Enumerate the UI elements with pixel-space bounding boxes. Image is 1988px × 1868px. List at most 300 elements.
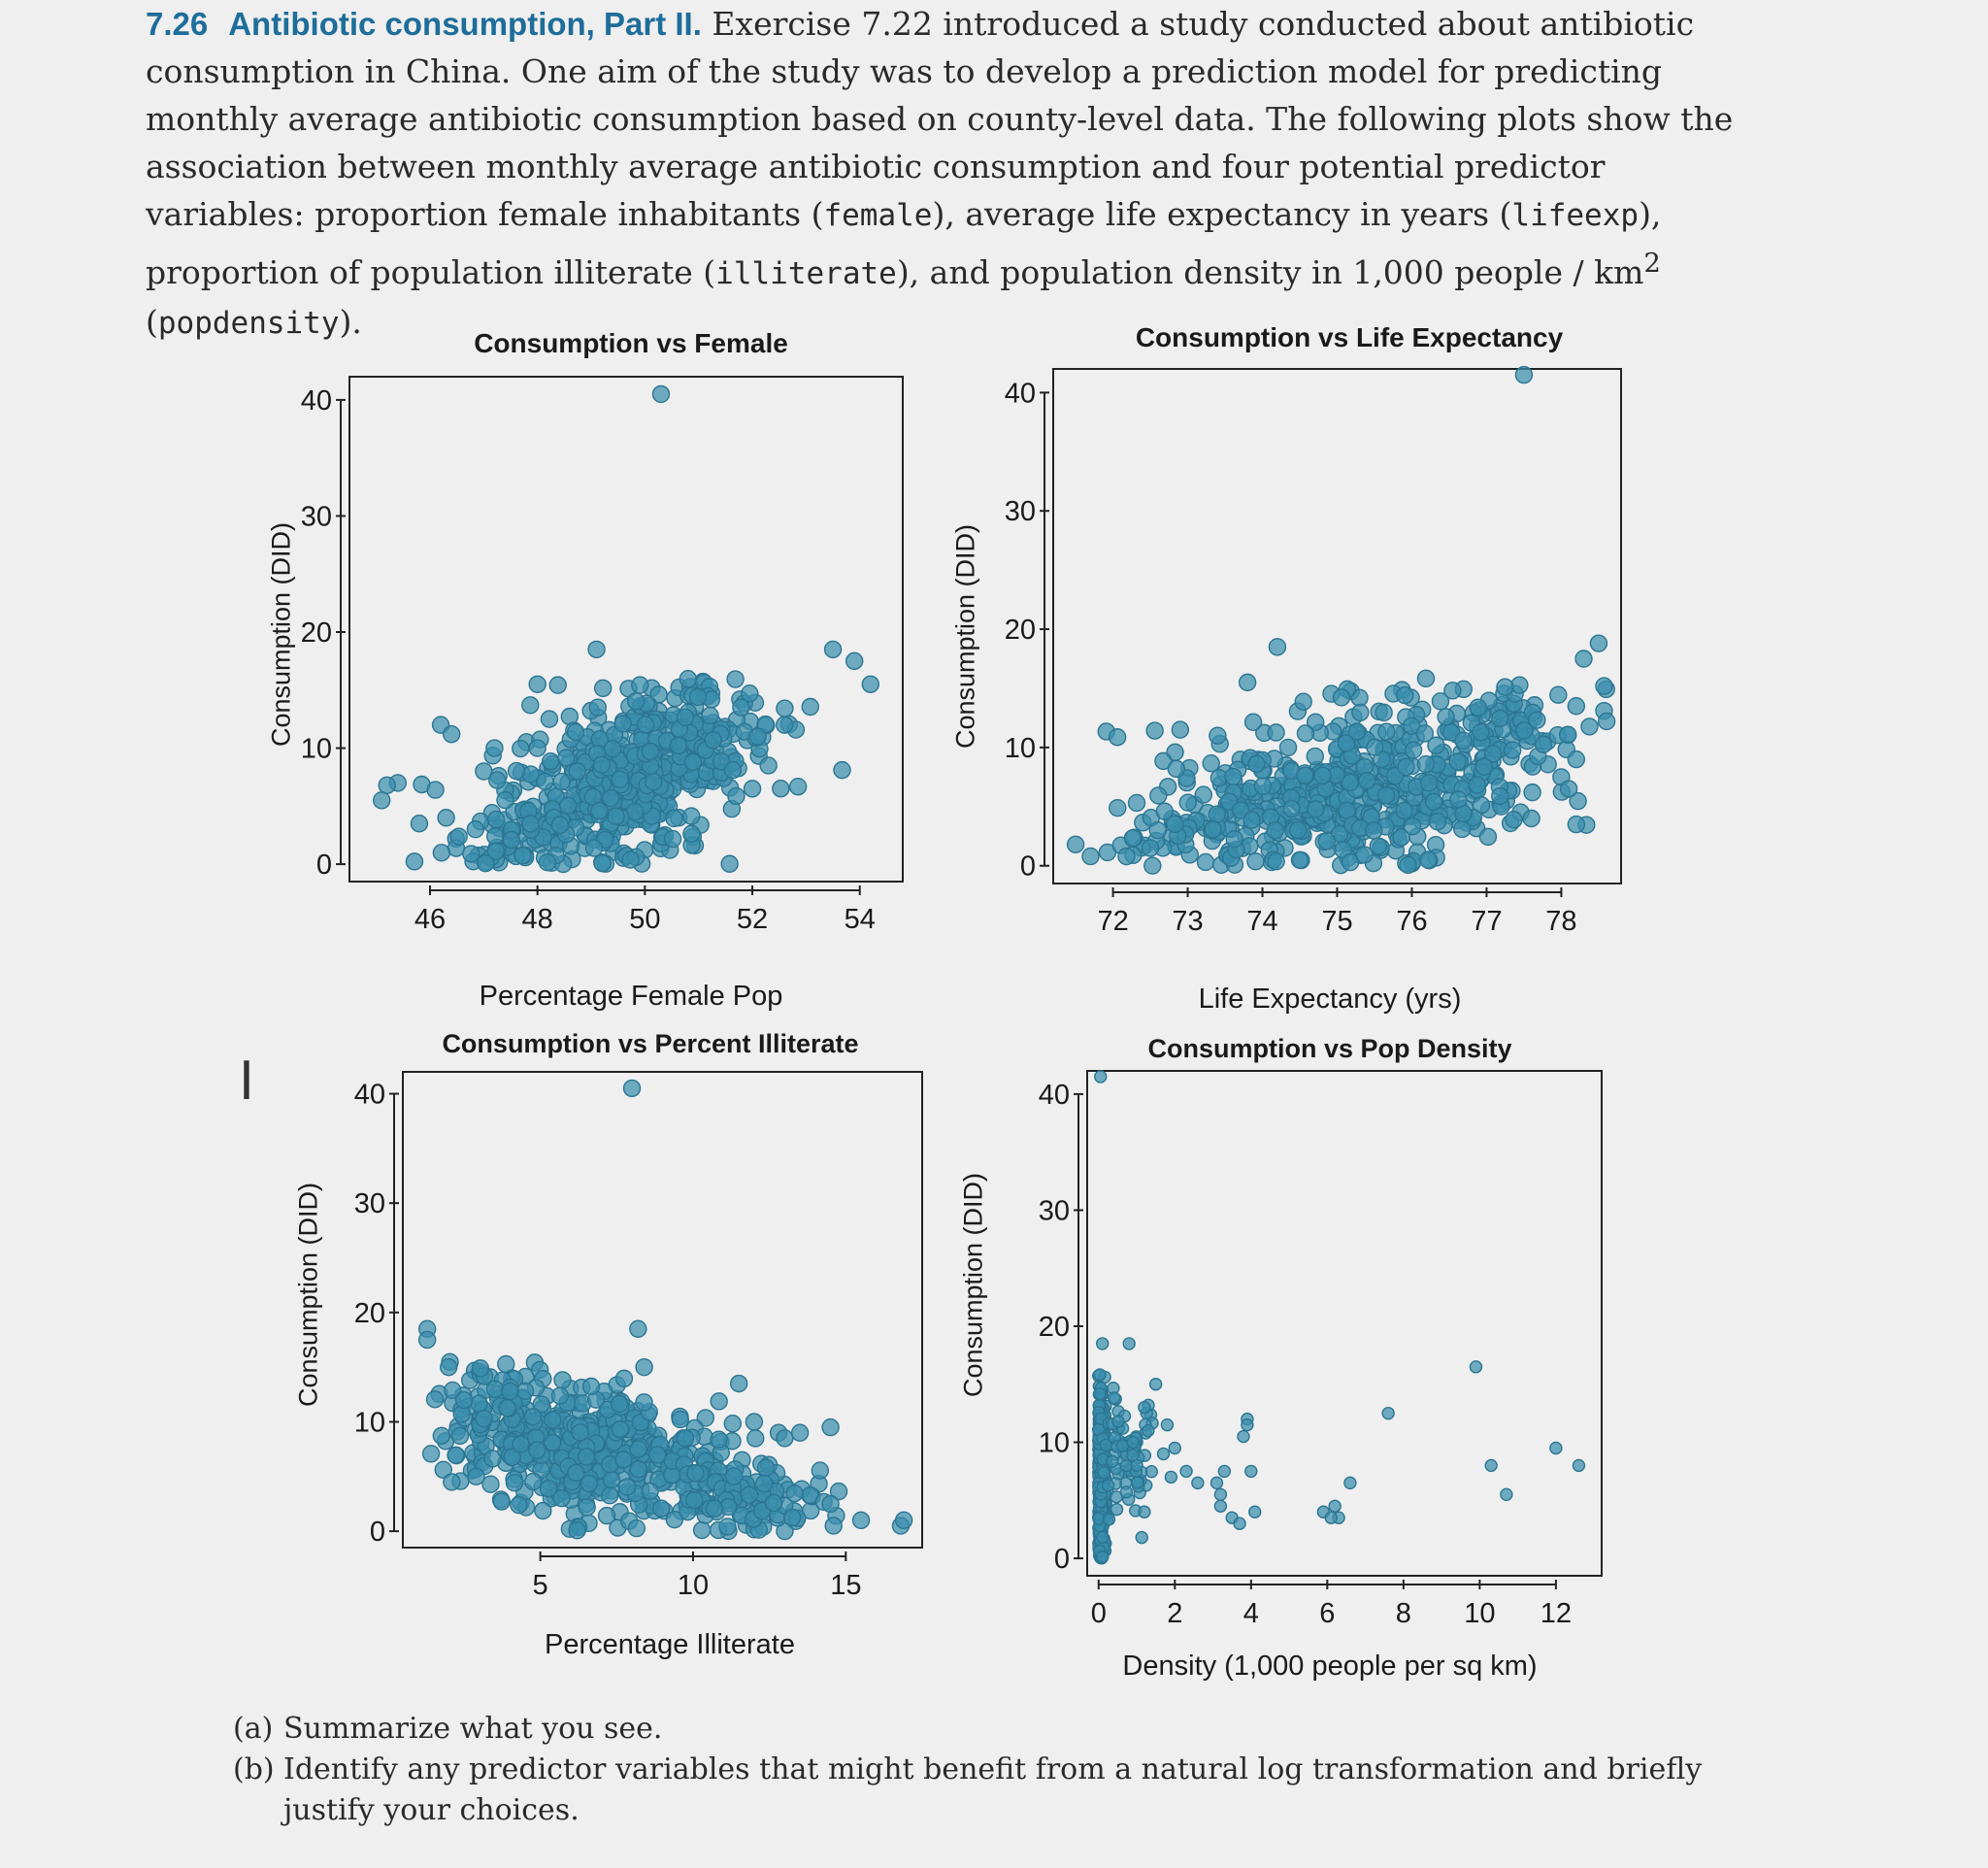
x-tick-label-female: 52 [736,904,769,935]
data-point [1295,693,1311,710]
km-superscript: 2 [1643,248,1661,279]
data-point [1298,725,1314,742]
data-point [1158,1448,1170,1459]
x-tick-label-density: 0 [1090,1598,1107,1629]
data-point [1107,1455,1118,1467]
y-tick-label-female: 30 [300,501,332,533]
data-point [1523,810,1540,826]
scatter-density [990,1063,1621,1646]
x-tick-label-lifeexp: 78 [1545,906,1577,937]
data-point [433,845,449,861]
y-tick-label-lifeexp: 0 [1019,851,1036,883]
data-point [1485,1459,1497,1471]
data-point [493,1493,510,1510]
data-point [742,685,758,702]
xlabel-density: Density (1,000 people per sq km) [1122,1651,1538,1682]
data-point [1203,755,1219,772]
data-point [724,1416,741,1432]
question-a-label: (a) [233,1712,274,1746]
data-point [1110,800,1126,817]
data-point [1094,1388,1106,1400]
data-point [1268,724,1284,741]
data-point [721,855,738,872]
data-point [545,1412,561,1428]
data-point [1103,1514,1114,1525]
data-point [741,1486,757,1503]
plot-title-lifeexp: Consumption vs Life Expectancy [1135,322,1564,352]
data-point [724,762,741,779]
data-point [777,700,793,717]
data-point [1120,1486,1132,1498]
data-point [444,1474,460,1490]
y-tick-label-female: 10 [300,733,332,765]
data-point [1297,767,1313,784]
data-point [1455,732,1472,749]
data-point [1359,773,1375,789]
data-point [1197,853,1213,870]
data-point [1291,851,1308,868]
data-point [628,693,645,710]
data-point [1426,793,1442,810]
data-point [583,1378,600,1394]
data-point [1344,1477,1356,1488]
data-point [1146,722,1163,739]
data-point [612,1421,628,1438]
data-point [1131,1459,1143,1471]
data-point [1397,687,1413,704]
x-tick-label-lifeexp: 74 [1246,906,1278,937]
data-point [476,763,492,780]
plot-title-female: Consumption vs Female [474,328,788,358]
data-point [1479,828,1496,845]
data-point [1195,786,1211,803]
data-point [589,699,606,716]
plot-title-density: Consumption vs Pop Density [1147,1034,1512,1063]
data-point [444,726,460,743]
x-tick-label-density: 12 [1540,1598,1573,1629]
data-point [646,774,662,790]
data-point [1238,1431,1249,1443]
x-tick-label-female: 48 [521,904,553,935]
y-tick-label-illiterate: 20 [353,1297,385,1329]
data-point [1094,1369,1106,1381]
data-point [517,1383,534,1399]
data-point [1516,722,1533,739]
data-point [749,728,766,745]
data-point [1143,840,1159,856]
data-point [524,1409,541,1425]
data-point [1568,751,1584,768]
ylabel-female: Consumption (DID) [266,521,296,748]
data-point [622,851,639,868]
data-point [438,810,454,826]
y-tick-label-female: 20 [300,617,332,649]
exercise-text-2: ), average life expectancy in years ( [932,195,1512,233]
data-point [569,763,585,780]
data-point [1240,674,1256,690]
data-point [511,1497,527,1514]
data-point [579,1499,595,1516]
data-point [822,1419,839,1436]
data-point [1209,806,1225,822]
data-point [1123,1338,1135,1350]
data-point [671,737,687,753]
x-tick-label-density: 10 [1464,1598,1496,1629]
data-point [630,1320,646,1337]
data-point [554,1372,571,1388]
text-cursor-icon: I [239,1051,254,1112]
data-point [1290,821,1307,838]
exercise-intro: Exercise 7.22 introduced a study conducted about antibiotic consumption in China. One aim of the study was to develop a prediction model for predicting monthly average antibiotic consumption based on county-level data. The following plots show the association between monthly average antibiotic consumption and four potential predictor variables: proportion female inhabitants ( [146,5,1734,233]
x-tick-label-illiterate: 5 [532,1570,548,1601]
data-point [1398,758,1414,775]
data-point [507,1475,523,1491]
data-point [619,1479,636,1495]
data-point [636,1359,652,1376]
data-point [1245,1465,1257,1477]
data-point [441,1359,457,1376]
data-point [539,854,555,871]
data-point [702,707,718,723]
data-point [777,1430,793,1447]
data-point [614,716,631,732]
data-point [525,1474,542,1490]
data-point [605,741,621,757]
data-point [792,1424,809,1441]
data-point [509,763,525,780]
data-point [1307,749,1323,765]
data-point [760,757,777,774]
data-point [642,744,658,760]
data-point [1254,778,1271,794]
exercise-number: 7.26 [146,6,209,42]
data-point [543,753,559,770]
data-point [599,1508,615,1524]
data-point [689,688,706,705]
data-point [451,1427,468,1444]
xlabel-female: Percentage Female Pop [479,981,783,1012]
y-tick-label-illiterate: 0 [369,1517,385,1549]
data-point [1269,639,1285,655]
data-point [1378,723,1395,740]
data-point [612,771,628,787]
data-point [608,808,624,824]
data-point [486,740,503,756]
data-point [1136,1532,1147,1544]
data-point [1225,768,1242,784]
data-point [1550,686,1567,703]
x-tick-label-density: 4 [1242,1598,1259,1629]
data-point [612,1395,628,1412]
data-point [1370,838,1386,854]
data-point [472,1360,488,1377]
data-point [825,641,842,657]
data-point [1536,736,1552,752]
ylabel-density: Consumption (DID) [958,1172,988,1398]
y-tick-label-lifeexp: 30 [1004,496,1036,528]
var-female: female [823,198,933,233]
y-tick-label-density: 40 [1038,1079,1070,1111]
data-point [834,762,850,779]
x-tick-label-illiterate: 10 [677,1570,710,1601]
data-point [503,831,519,848]
data-point [1161,1419,1173,1431]
data-point [513,1436,529,1452]
data-point [683,825,700,842]
data-point [1314,767,1331,784]
data-point [679,671,696,687]
exercise-text-6: ). [339,303,362,341]
data-point [1100,1439,1111,1451]
y-tick-label-density: 20 [1038,1311,1070,1343]
data-point [825,1518,842,1534]
data-point [756,1476,773,1492]
data-point [784,1510,801,1526]
data-point [1366,822,1382,839]
data-point [747,1430,764,1447]
data-point [642,1483,658,1499]
scatter-illiterate [320,1058,942,1621]
data-point [1280,739,1297,755]
data-point [1097,1551,1109,1563]
data-point [1438,709,1454,725]
data-point [588,641,605,657]
data-point [468,1468,484,1484]
data-point [513,741,529,757]
data-point [419,1331,436,1348]
data-point [630,1441,646,1457]
data-point [706,1500,722,1517]
data-point [653,1500,670,1517]
data-point [1590,635,1607,651]
data-point [1599,713,1615,729]
data-point [728,787,745,804]
xlabel-lifeexp: Life Expectancy (yrs) [1198,984,1462,1015]
exercise-text-3: ), proportion of population illiterate ( [146,195,1662,291]
data-point [1318,833,1335,850]
data-point [1378,787,1395,804]
data-point [1214,1488,1226,1500]
data-point [746,1414,762,1430]
data-point [1103,1480,1114,1491]
data-point [482,1476,499,1492]
data-point [1561,781,1577,797]
data-point [1400,856,1416,873]
data-point [529,676,546,692]
data-point [1329,1500,1341,1512]
data-point [1524,784,1541,801]
data-point [1172,721,1188,738]
data-point [499,1400,515,1417]
data-point [455,1391,472,1408]
data-point [777,717,793,733]
data-point [487,843,504,859]
data-point [1247,853,1264,870]
data-point [374,792,390,809]
data-point [719,1518,736,1535]
data-point [1581,718,1598,735]
data-point [1417,670,1434,686]
data-point [1568,817,1584,833]
x-tick-label-density: 2 [1167,1598,1183,1629]
data-point [711,1393,727,1410]
data-point [553,774,570,790]
y-tick-label-density: 10 [1038,1427,1070,1459]
y-tick-label-illiterate: 10 [353,1407,385,1439]
data-point [1169,1443,1180,1454]
question-b-text: Identify any predictor variables that might benefit from a natural log transformation and briefly justify your choices. [283,1752,1703,1827]
data-point [726,1468,743,1484]
data-point [758,1459,775,1476]
x-tick-label-illiterate: 15 [830,1570,862,1601]
data-point [684,753,701,770]
data-point [1420,851,1437,868]
data-point [745,781,761,797]
scatter-lifeexp [971,351,1640,963]
data-point [1469,777,1485,793]
data-point [502,1384,518,1400]
data-point [529,1442,546,1458]
y-tick-label-lifeexp: 40 [1004,378,1036,410]
data-point [427,1391,444,1408]
y-tick-label-density: 0 [1053,1544,1070,1576]
data-point [1444,683,1461,699]
data-point [593,756,610,773]
data-point [1205,821,1221,838]
data-point [549,677,566,693]
ylabel-lifeexp: Consumption (DID) [950,523,980,750]
data-point [484,1451,501,1467]
data-point [1325,1512,1337,1523]
data-point [602,1487,618,1504]
data-point [1575,650,1592,667]
data-point [1473,724,1489,741]
data-point [1450,791,1467,808]
data-point [1110,729,1126,746]
data-point [652,385,669,402]
data-point [569,1522,585,1539]
data-point [1267,822,1283,839]
data-point [1367,739,1383,755]
data-point [1492,710,1508,726]
data-point [615,1451,632,1468]
data-point [678,709,694,725]
data-point [1396,803,1412,819]
data-point [1128,794,1144,811]
data-point [471,1395,487,1412]
data-point [568,1465,584,1482]
data-point [766,1495,782,1512]
data-point [450,828,467,845]
data-point [1144,857,1161,874]
x-tick-label-lifeexp: 76 [1396,906,1428,937]
data-point [1243,812,1260,828]
data-point [1568,698,1584,715]
data-point [1248,755,1265,772]
data-point [529,740,546,756]
data-point [1421,775,1438,791]
question-a [233,1709,1747,1750]
data-point [1573,1459,1584,1471]
y-tick-label-lifeexp: 10 [1004,732,1036,764]
data-point [731,1376,747,1392]
x-tick-label-lifeexp: 72 [1097,906,1129,937]
data-point [522,816,539,832]
x-tick-label-density: 6 [1319,1598,1336,1629]
data-point [1226,831,1242,848]
data-point [1550,1443,1562,1454]
data-point [1143,1425,1154,1437]
data-point [711,1431,727,1448]
data-point [686,1492,703,1509]
data-point [1150,1379,1162,1390]
data-point [514,848,531,864]
data-point [522,697,539,714]
data-point [1127,1437,1139,1449]
plot-title-illiterate: Consumption vs Percent Illiterate [442,1029,859,1058]
data-point [1497,679,1513,695]
data-point [447,1447,464,1463]
data-point [498,1355,514,1372]
exercise-text-4: ), and population density in 1,000 people / km [896,253,1644,291]
data-point [1405,818,1421,835]
data-point [802,699,818,716]
data-point [572,1424,588,1441]
data-point [1149,822,1166,839]
data-point [705,732,721,749]
data-point [1348,723,1365,740]
data-point [1406,742,1422,758]
x-tick-label-female: 50 [629,904,661,935]
data-point [1417,756,1434,773]
data-point [1308,801,1324,817]
data-point [1180,1465,1192,1477]
data-point [591,803,608,819]
data-point [1168,760,1184,777]
data-point [1501,1488,1512,1500]
data-point [862,676,878,692]
data-point [1249,1506,1261,1518]
question-b [233,1750,1747,1831]
x-tick-label-lifeexp: 75 [1321,906,1353,937]
data-point [1112,1416,1124,1427]
data-point [1375,704,1392,720]
data-point [1150,787,1167,804]
data-point [1242,1419,1253,1431]
xlabel-illiterate: Percentage Illiterate [545,1629,795,1660]
data-point [1214,1500,1226,1512]
data-point [687,1465,704,1482]
data-point [666,1512,682,1528]
data-point [551,817,568,833]
y-tick-label-lifeexp: 20 [1004,615,1036,647]
data-point [1505,742,1521,758]
data-point [1097,1338,1109,1350]
data-point [1111,1504,1123,1516]
y-tick-label-female: 40 [300,384,332,417]
y-tick-label-illiterate: 40 [353,1079,385,1111]
data-point [1118,849,1135,865]
data-point [535,1503,551,1519]
data-point [560,797,577,814]
data-point [1192,1477,1204,1488]
data-point [595,680,612,696]
var-illiterate: illiterate [715,256,897,291]
data-point [1492,788,1508,805]
data-point [822,1495,839,1512]
data-point [1333,689,1349,706]
data-point [1132,1477,1143,1488]
